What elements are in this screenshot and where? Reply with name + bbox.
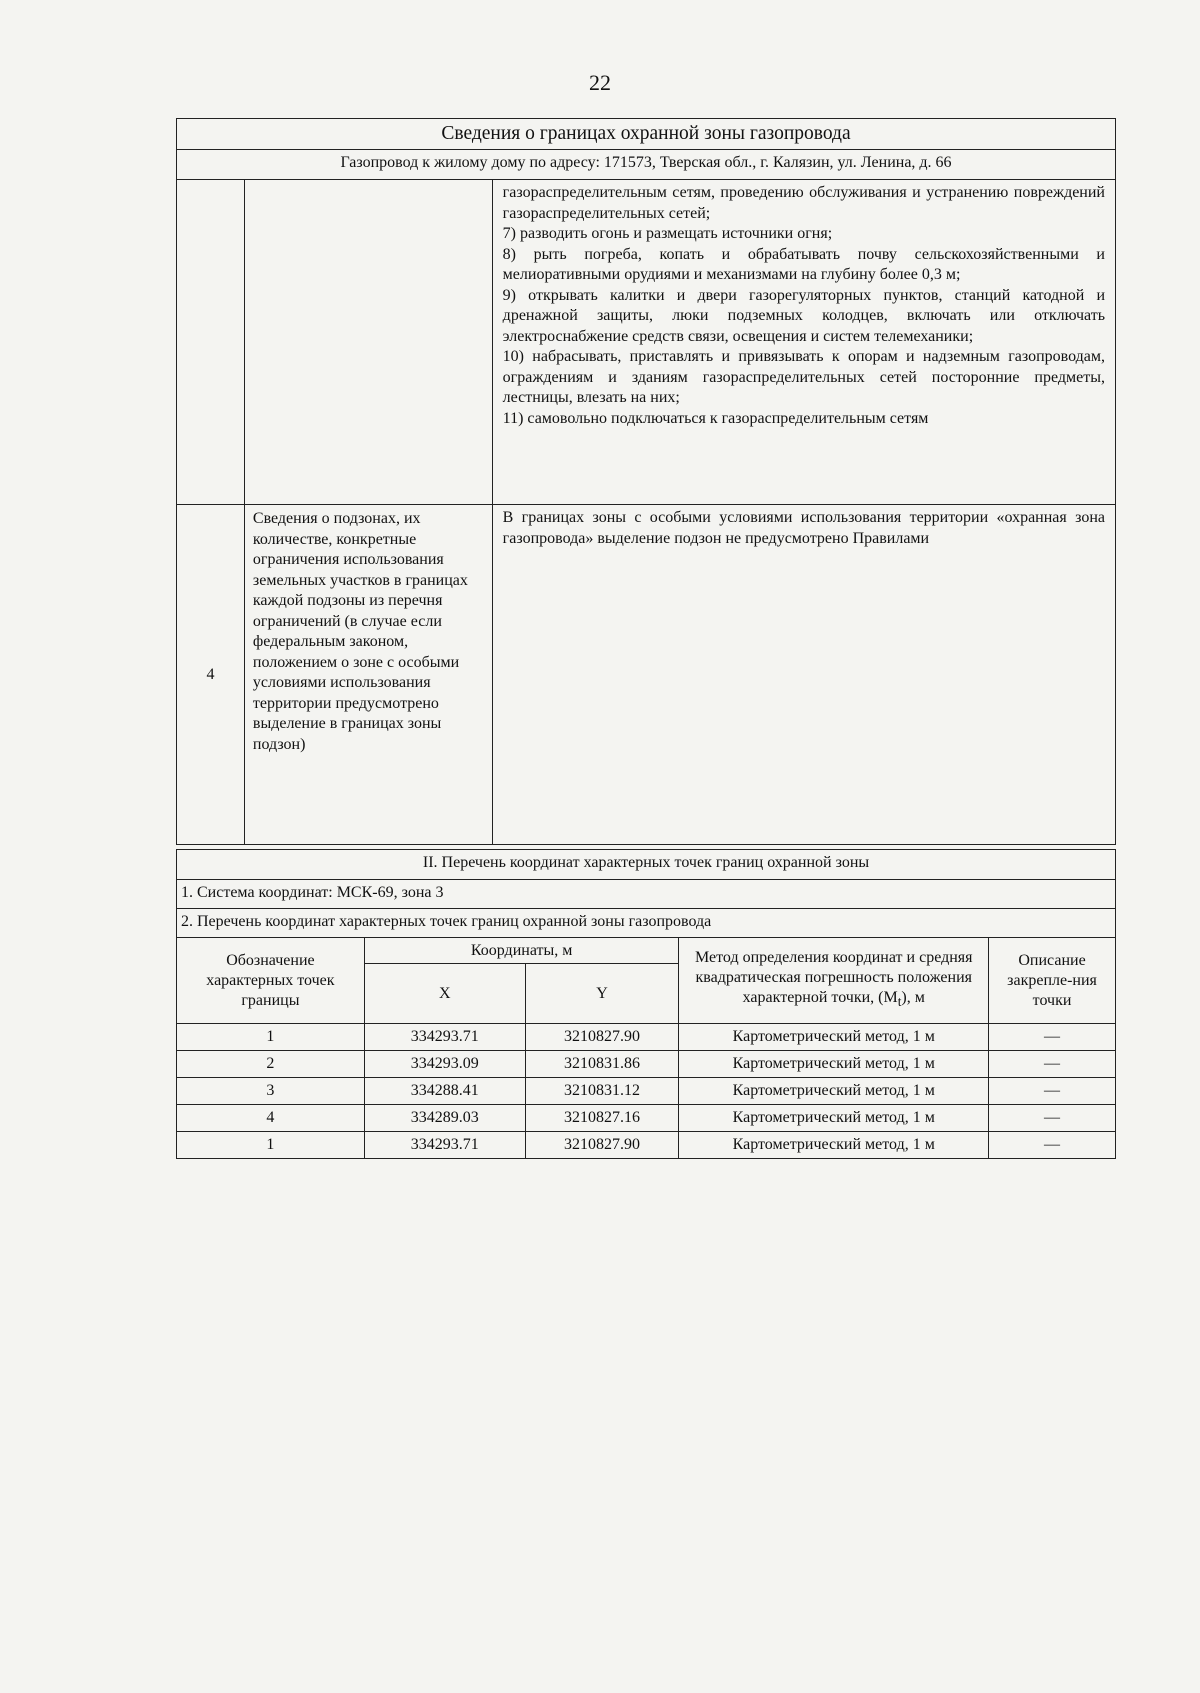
header-y: Y: [525, 964, 679, 1024]
section-title: II. Перечень координат характерных точек границ охранной зоны: [177, 850, 1116, 880]
zone-info-table: [176, 118, 1116, 845]
header-description: Описание закрепле-ния точки: [989, 938, 1116, 1024]
subzones-value: В границах зоны с особыми условиями использования территории «охранная зона газопровода» выделение подзон не предусмотрено Правилами: [492, 505, 1115, 845]
point-cell: 3: [177, 1078, 365, 1105]
point-cell: 2: [177, 1051, 365, 1078]
row-number-cell: [177, 180, 245, 505]
page-number: 22: [589, 70, 611, 95]
gas-pipeline-address: Газопровод к жилому дому по адресу: 171573, Тверская обл., г. Калязин, ул. Ленина, д. 66: [177, 150, 1116, 180]
description-cell: —: [989, 1051, 1116, 1078]
table-row: [177, 1132, 1116, 1159]
restriction-item: 8) рыть погреба, копать и обрабатывать почву сельскохозяйственными и мелиоративными орудиями и механизмами на глубину более 0,3 м;: [502, 245, 1105, 283]
restriction-item: газораспределительным сетям, проведению обслуживания и устранению повреждений газораспределительных сетей;: [502, 184, 1105, 222]
method-cell: Картометрический метод, 1 м: [679, 1051, 989, 1078]
row-number: 4: [177, 505, 245, 845]
coordinate-system: 1. Система координат: МСК-69, зона 3: [177, 880, 1116, 909]
restrictions-continued: [492, 180, 1115, 505]
header-coordinates: Координаты, м: [364, 938, 679, 964]
description-cell: —: [989, 1132, 1116, 1159]
table-title: Сведения о границах охранной зоны газопровода: [177, 119, 1116, 150]
method-cell: Картометрический метод, 1 м: [679, 1078, 989, 1105]
point-cell: 4: [177, 1105, 365, 1132]
method-cell: Картометрический метод, 1 м: [679, 1132, 989, 1159]
header-method-unit: ), м: [901, 989, 925, 1007]
header-method-text: Метод определения координат и средняя квадратическая погрешность положения характерной точки, (M: [695, 949, 973, 1007]
y-cell: 3210831.86: [525, 1051, 679, 1078]
table-row: [177, 1078, 1116, 1105]
point-cell: 1: [177, 1024, 365, 1051]
y-cell: 3210827.16: [525, 1105, 679, 1132]
subzones-label: Сведения о подзонах, их количестве, конкретные ограничения использования земельных участков в границах каждой подзоны из перечня ограничений (в случае если федеральным законом, положением о зоне с особыми условиями использования территории предусмотрено выделение в границах зоны подзон): [244, 505, 492, 845]
table-row: [177, 1105, 1116, 1132]
point-cell: 1: [177, 1132, 365, 1159]
x-cell: 334293.09: [364, 1051, 525, 1078]
restriction-item: 9) открывать калитки и двери газорегуляторных пунктов, станций катодной и дренажной защиты, люки подземных колодцев, включать или отключать электроснабжение средств связи, освещения и систем телемеханики;: [502, 286, 1105, 345]
x-cell: 334289.03: [364, 1105, 525, 1132]
points-list-heading: 2. Перечень координат характерных точек границ охранной зоны газопровода: [177, 909, 1116, 938]
description-cell: —: [989, 1024, 1116, 1051]
y-cell: 3210831.12: [525, 1078, 679, 1105]
header-x: X: [364, 964, 525, 1024]
y-cell: 3210827.90: [525, 1132, 679, 1159]
header-method-subscript: t: [897, 994, 902, 1010]
header-point: Обозначение характерных точек границы: [177, 938, 365, 1024]
restriction-item: 7) разводить огонь и размещать источники огня;: [502, 225, 833, 242]
description-cell: —: [989, 1078, 1116, 1105]
x-cell: 334293.71: [364, 1024, 525, 1051]
header-method: [679, 938, 989, 1024]
row-label-cell: [244, 180, 492, 505]
coordinates-table: [176, 849, 1116, 1159]
restriction-item: 10) набрасывать, приставлять и привязывать к опорам и надземным газопроводам, ограждениям и зданиям газораспределительных сетей посторонние предметы, лестницы, влезать на них;: [502, 348, 1105, 406]
method-cell: Картометрический метод, 1 м: [679, 1024, 989, 1051]
x-cell: 334293.71: [364, 1132, 525, 1159]
x-cell: 334288.41: [364, 1078, 525, 1105]
table-row: [177, 1024, 1116, 1051]
restriction-item: 11) самовольно подключаться к газораспределительным сетям: [502, 409, 929, 427]
method-cell: Картометрический метод, 1 м: [679, 1105, 989, 1132]
y-cell: 3210827.90: [525, 1024, 679, 1051]
description-cell: —: [989, 1105, 1116, 1132]
table-row: [177, 1051, 1116, 1078]
